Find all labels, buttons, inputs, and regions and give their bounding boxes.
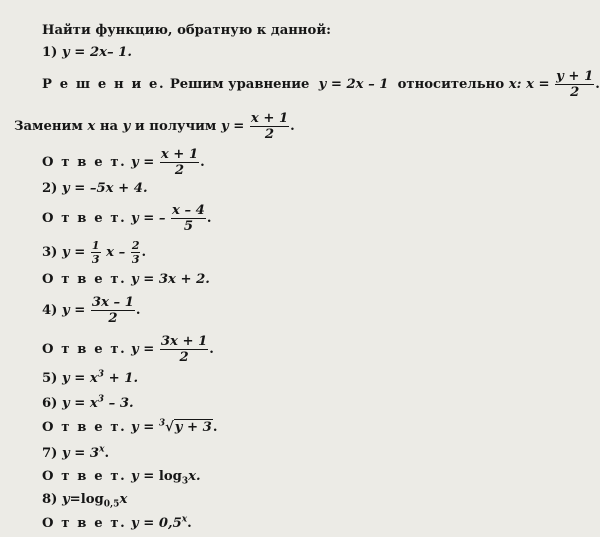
answer-label: О т в е т.: [42, 420, 127, 435]
answer-1: [42, 148, 205, 177]
fraction-numerator: 3x – 1: [91, 295, 134, 310]
log-function: log: [80, 492, 104, 507]
solution-fraction: [555, 70, 594, 99]
answer-label: О т в е т.: [42, 211, 127, 227]
problem-number: 3): [42, 245, 58, 260]
exponent: x: [181, 514, 188, 525]
problem-2: [42, 182, 148, 195]
solution-text-1: Решим уравнение: [169, 77, 310, 93]
period: .: [141, 245, 147, 260]
solution-line: [42, 70, 600, 99]
problem-lhs: y = x: [62, 371, 98, 386]
problem-number: 7): [42, 446, 58, 461]
problem-mid: x –: [106, 245, 126, 260]
fraction-numerator: x – 4: [172, 203, 205, 218]
period: .: [290, 119, 295, 135]
fraction-denominator: 2: [108, 311, 118, 327]
problem-fraction: [91, 296, 135, 325]
problem-number: 4): [42, 303, 58, 319]
problem-8: [42, 492, 128, 510]
problem-number: 5): [42, 371, 58, 386]
problem-number: 8): [42, 492, 58, 507]
problem-lhs: y =: [62, 245, 86, 260]
exponent: 3: [97, 394, 105, 405]
problem-lhs: y =: [62, 303, 86, 319]
title-text: Найти функцию, обратную к данной:: [42, 23, 332, 38]
problem-expr: 2x– 1.: [89, 45, 132, 60]
answer-lhs: y =: [130, 469, 155, 484]
fraction-numerator: y + 1: [556, 69, 594, 84]
fraction-denominator: 5: [183, 219, 194, 235]
solution-label: Р е ш е н и е.: [42, 77, 166, 93]
solution-equation: y = 2x – 1: [318, 77, 389, 93]
period: .: [187, 516, 192, 531]
answer-label: О т в е т.: [42, 342, 127, 358]
log-argument: x.: [188, 469, 201, 484]
page-title: [42, 24, 331, 37]
swap-lhs: y =: [220, 119, 245, 135]
period: .: [209, 342, 214, 358]
log-argument: x: [119, 492, 128, 507]
answer-2: [42, 204, 211, 233]
problem-eq: =: [74, 45, 86, 60]
problem-fraction-1: [91, 240, 101, 265]
problem-6: [42, 394, 134, 411]
period: .: [200, 155, 205, 171]
problem-number: 1): [42, 45, 58, 60]
answer-4: [42, 335, 214, 364]
problem-rest: – 3.: [108, 396, 134, 411]
swap-line: [14, 112, 295, 141]
problem-3: [42, 240, 146, 265]
problem-1: [42, 46, 132, 59]
problem-expr: y = –5x + 4.: [62, 181, 148, 196]
answer-fraction: [160, 335, 208, 364]
swap-y: y: [122, 119, 131, 135]
answer-fraction: [160, 148, 199, 177]
swap-fraction: [250, 112, 289, 141]
period: .: [595, 77, 600, 93]
problem-lhs: y = 3: [62, 446, 100, 461]
answer-label: О т в е т.: [42, 155, 127, 171]
answer-label: О т в е т.: [42, 469, 127, 484]
fraction-denominator: 2: [570, 85, 580, 101]
fraction-denominator: 2: [174, 163, 185, 179]
fraction-denominator: 2: [179, 350, 189, 366]
answer-8: [42, 514, 192, 531]
problem-5: [42, 369, 139, 386]
solution-lhs: x =: [526, 77, 550, 93]
problem-y: y: [62, 45, 70, 60]
root-index: 3: [158, 418, 166, 429]
radicand: y + 3: [174, 420, 212, 435]
swap-text-2: на: [99, 119, 119, 135]
log-function: log: [158, 469, 182, 484]
period: .: [212, 420, 218, 435]
answer-fraction: [171, 204, 206, 233]
answer-label: О т в е т.: [42, 272, 127, 287]
fraction-numerator: 2: [131, 239, 140, 252]
problem-rest: + 1.: [108, 371, 139, 386]
answer-lhs: y = –: [130, 211, 166, 227]
period: .: [206, 211, 212, 227]
problem-7: [42, 444, 110, 461]
period: .: [104, 446, 110, 461]
answer-6: [42, 418, 218, 435]
problem-lhs: y=: [62, 492, 81, 507]
answer-expr: y = 3x + 2.: [130, 272, 210, 287]
answer-lhs: y = 0,5: [130, 516, 182, 531]
problem-number: 2): [42, 181, 58, 196]
answer-lhs: y =: [130, 420, 155, 435]
log-base: 3: [181, 476, 189, 487]
answer-lhs: y =: [130, 342, 155, 358]
problem-fraction-2: [131, 240, 141, 265]
answer-lhs: y =: [130, 155, 155, 171]
exponent: 3: [97, 369, 105, 380]
swap-text-1: Заменим: [14, 119, 83, 135]
problem-lhs: y = x: [62, 396, 98, 411]
answer-3: [42, 273, 210, 286]
period: .: [135, 303, 141, 319]
fraction-numerator: 1: [91, 239, 100, 252]
answer-label: О т в е т.: [42, 516, 127, 531]
fraction-denominator: 3: [91, 253, 100, 266]
log-base: 0,5: [103, 499, 120, 510]
swap-x: x: [87, 119, 96, 135]
problem-4: [42, 296, 141, 325]
fraction-numerator: 3x + 1: [160, 334, 208, 349]
swap-text-3: и получим: [134, 119, 217, 135]
fraction-numerator: x + 1: [250, 111, 289, 126]
fraction-numerator: x + 1: [160, 147, 199, 162]
exponent: x: [99, 444, 105, 455]
problem-number: 6): [42, 396, 58, 411]
answer-7: [42, 469, 201, 487]
fraction-denominator: 2: [264, 127, 275, 143]
solution-text-2: относительно: [397, 77, 505, 93]
solution-var: x:: [508, 77, 522, 93]
fraction-denominator: 3: [131, 253, 140, 266]
cube-root: $^3$√y + 3: [158, 418, 212, 435]
